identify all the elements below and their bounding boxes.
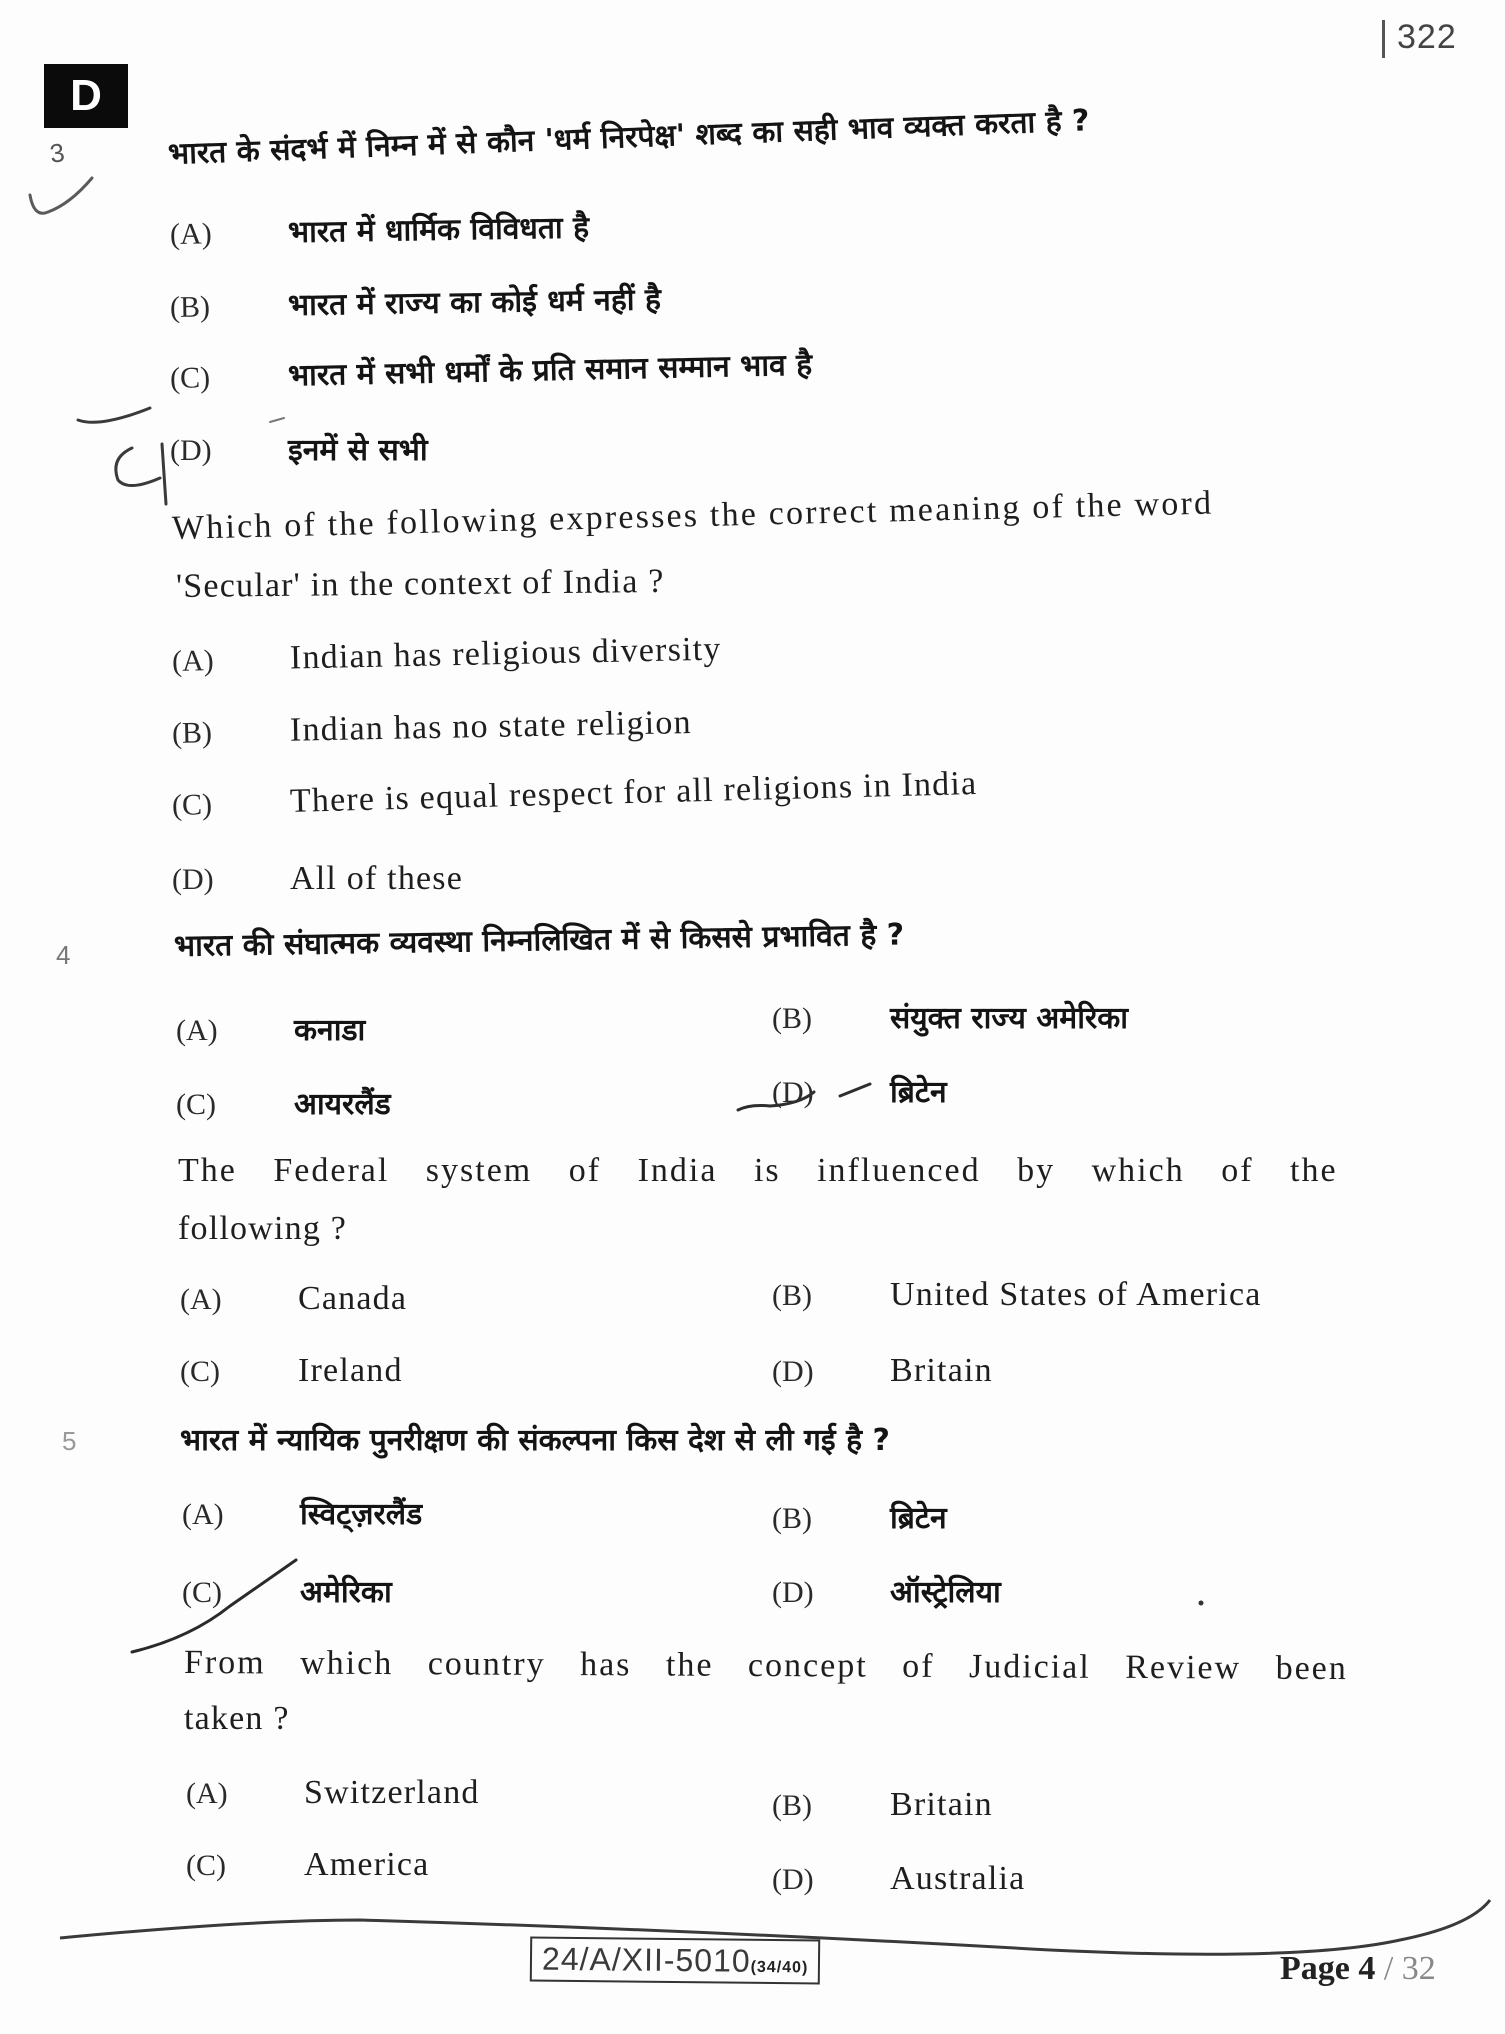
question-4-hindi-option-c[interactable]	[176, 1082, 391, 1123]
option-text: Ireland	[298, 1352, 403, 1389]
option-text: Indian has religious diversity	[289, 630, 722, 677]
option-letter: (B)	[772, 1789, 812, 1822]
question-3-english-option-d[interactable]	[172, 860, 463, 898]
question-5-hindi-option-a[interactable]	[182, 1492, 422, 1533]
paper-code: 24/A/XII-5010	[541, 1940, 751, 1979]
option-letter: (D)	[772, 1355, 814, 1388]
option-text: America	[304, 1846, 430, 1883]
question-number-5: 5	[62, 1426, 77, 1456]
page-reference	[1382, 18, 1457, 58]
question-3-english-prompt-line-2: 'Secular' in the context of India ?	[175, 562, 665, 605]
option-text: Switzerland	[304, 1774, 480, 1811]
option-text: कनाडा	[294, 1013, 366, 1048]
option-letter: (A)	[171, 644, 215, 678]
pencil-dot	[1196, 1596, 1206, 1610]
option-text: स्विट्ज़रलैंड	[300, 1497, 423, 1532]
option-letter: (A)	[186, 1777, 228, 1810]
question-5-english-prompt-line-1: From which country has the concept of Judicial Review been	[183, 1644, 1348, 1688]
question-3-hindi-option-c[interactable]	[170, 343, 813, 397]
question-5-hindi-option-b[interactable]	[772, 1496, 947, 1537]
option-letter: (A)	[182, 1498, 224, 1531]
divider-bar	[1382, 20, 1385, 58]
option-text: भारत में धार्मिक विविधता है	[287, 210, 590, 251]
option-text: Canada	[298, 1280, 408, 1317]
option-text: आयरलैंड	[294, 1087, 391, 1122]
question-3-hindi-option-a[interactable]	[170, 205, 590, 253]
page-reference-number: 322	[1397, 18, 1457, 56]
option-text: ऑस्ट्रेलिया	[890, 1575, 1001, 1610]
option-letter: (D)	[170, 434, 212, 467]
option-letter: (B)	[772, 1002, 812, 1035]
question-5-hindi-prompt: भारत में न्यायिक पुनरीक्षण की संकल्पना किस देश से ली गई है ?	[180, 1423, 890, 1458]
option-letter: (C)	[176, 1088, 216, 1121]
option-text: Britain	[890, 1786, 993, 1823]
option-text: ब्रिटेन	[890, 1075, 947, 1110]
option-letter: (A)	[176, 1014, 218, 1047]
option-text: Britain	[890, 1352, 993, 1389]
option-letter: (B)	[772, 1279, 812, 1312]
option-letter: (D)	[772, 1576, 814, 1609]
question-3-hindi-option-d[interactable]	[170, 428, 428, 469]
question-4-english-option-a[interactable]	[180, 1280, 407, 1318]
question-3-hindi-option-b[interactable]	[170, 277, 661, 326]
question-5-hindi-option-d[interactable]	[772, 1570, 1001, 1611]
question-4-english-prompt-line-2: following ?	[178, 1210, 348, 1247]
question-4-hindi-option-a[interactable]	[176, 1008, 365, 1049]
option-text: Indian has no state religion	[289, 704, 693, 749]
question-3-hindi-prompt: भारत के संदर्भ में निम्न में से कौन 'धर्म निरपेक्ष' शब्द का सही भाव व्यक्त करता है ?	[167, 103, 1091, 172]
option-text: There is equal respect for all religions in India	[289, 764, 978, 820]
option-letter: (B)	[169, 290, 211, 324]
question-4-english-option-d[interactable]	[772, 1352, 993, 1390]
option-letter: (D)	[772, 1863, 814, 1896]
question-4-hindi-prompt: भारत की संघात्मक व्यवस्था निम्नलिखित में से किससे प्रभावित है ?	[173, 917, 905, 964]
page-indicator	[1280, 1950, 1436, 1988]
option-text: अमेरिका	[300, 1575, 392, 1610]
question-5-english-option-b[interactable]	[772, 1786, 993, 1824]
paper-code-box	[530, 1936, 821, 1984]
question-3-english-option-b[interactable]	[172, 704, 692, 752]
question-number-3: 3	[47, 137, 67, 169]
option-letter: (D)	[172, 863, 214, 896]
set-badge: D	[44, 64, 128, 128]
question-4-english-prompt-line-1: The Federal system of India is influenced by which of the	[178, 1152, 1338, 1189]
question-4-hindi-option-d[interactable]	[772, 1070, 947, 1111]
option-letter: (A)	[180, 1283, 222, 1316]
question-5-english-option-a[interactable]	[186, 1774, 480, 1812]
page-label: Page 4	[1280, 1950, 1376, 1987]
page-total: / 32	[1383, 1950, 1436, 1987]
question-4-english-option-c[interactable]	[180, 1352, 403, 1390]
question-4-english-option-b[interactable]	[772, 1276, 1262, 1314]
question-5-english-option-c[interactable]	[186, 1846, 429, 1884]
option-text: Australia	[890, 1860, 1026, 1897]
question-3-english-prompt-line-1: Which of the following expresses the correct meaning of the word	[171, 484, 1214, 547]
option-letter: (C)	[169, 361, 211, 395]
option-text: All of these	[290, 860, 464, 897]
paper-code-suffix: (34/40)	[750, 1958, 809, 1977]
tick-mark-icon	[20, 170, 100, 230]
question-4-hindi-option-b[interactable]	[772, 996, 1128, 1037]
option-letter: (C)	[186, 1849, 226, 1882]
option-text: भारत में राज्य का कोई धर्म नहीं है	[287, 282, 662, 324]
question-number-4: 4	[56, 940, 71, 970]
option-text: United States of America	[890, 1276, 1262, 1313]
question-5-hindi-option-c[interactable]	[182, 1570, 392, 1611]
option-letter: (D)	[772, 1076, 814, 1109]
question-3-english-option-a[interactable]	[172, 630, 722, 680]
option-text: ब्रिटेन	[890, 1501, 947, 1536]
question-3-english-option-c[interactable]	[172, 765, 978, 824]
option-text: इनमें से सभी	[288, 433, 428, 468]
option-letter: (C)	[171, 787, 213, 822]
option-text: भारत में सभी धर्मों के प्रति समान सम्मान भाव है	[287, 347, 813, 394]
option-letter: (B)	[171, 716, 213, 750]
option-text: संयुक्त राज्य अमेरिका	[890, 1001, 1129, 1036]
question-5-english-prompt-line-2: taken ?	[184, 1700, 290, 1737]
option-letter: (C)	[180, 1355, 220, 1388]
option-letter: (B)	[772, 1502, 812, 1535]
option-letter: (A)	[169, 217, 212, 251]
option-letter: (C)	[182, 1576, 222, 1609]
